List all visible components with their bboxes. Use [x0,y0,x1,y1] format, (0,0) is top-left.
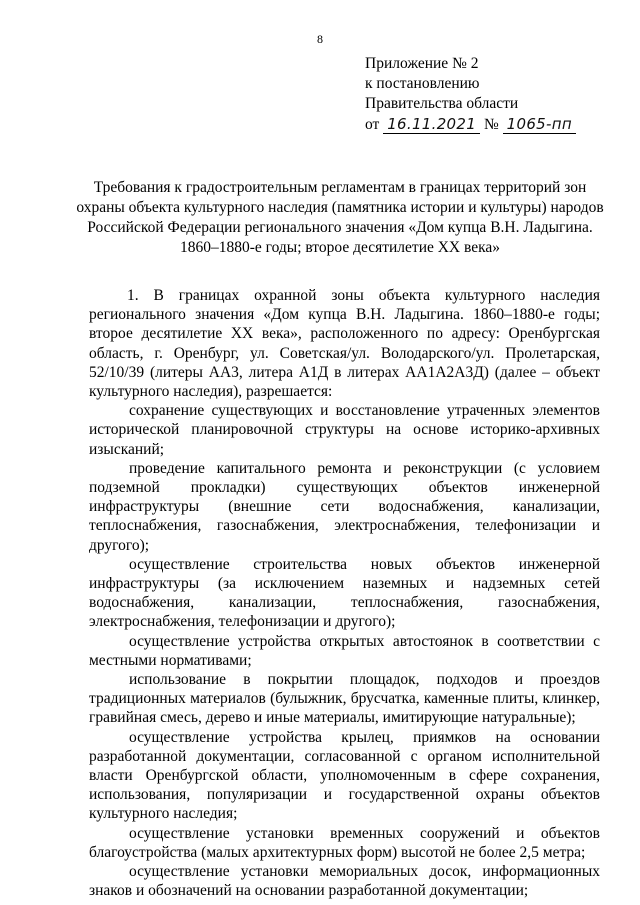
paragraph-7: осуществление устройства крылец, приямков на основании разработанной документации, согласованной с органом исполнительной власти Оренбургской области, уполномоченным в сфере сохранения, использования, популяризации и государственной охраны объектов культурного наследия; [89,728,600,823]
appendix-header [365,54,576,135]
handwritten-date: 16.11.2021 [383,115,480,134]
paragraph-4: осуществление строительства новых объектов инженерной инфраструктуры (за исключением наземных и надземных сетей водоснабжения, канализации, теплоснабжения, газоснабжения, электроснабжения, телефонизации и другого); [89,555,600,631]
page-number: 8 [317,32,323,46]
handwritten-number: 1065-пп [503,115,576,134]
appendix-line-2: к постановлению [365,75,480,92]
appendix-line-1: Приложение № 2 [365,55,479,72]
appendix-date-number-line [365,114,576,135]
paragraph-8: осуществление установки временных сооружений и объектов благоустройства (малых архитектурных форм) высотой не более 2,5 метра; [89,824,600,861]
number-label: № [483,116,499,133]
paragraph-5: осуществление устройства открытых автостоянок в соответствии с местными нормативами; [89,632,600,669]
paragraph-3: проведение капитального ремонта и реконструкции (с условием подземной прокладки) существующих объектов инженерной инфраструктуры (внешние сети водоснабжения, канализации, теплоснабжения, газоснабжения, электроснабжения, телефонизации и другого); [89,459,600,554]
document-title: Требования к градостроительным регламентам в границах территорий зон охраны объекта культурного наследия (памятника истории и культуры) народов Российской Федерации регионального значения «Дом купца В.Н. Ладыгина. 1860–1880-е годы; второе десятилетие XX века» [76,179,604,256]
paragraph-9: осуществление установки мемориальных досок, информационных знаков и обозначений на основании разработанной документации; [89,863,600,900]
paragraph-6: использование в покрытии площадок, подходов и проездов традиционных материалов (булыжник, брусчатка, каменные плиты, клинкер, гравийная смесь, дерево и иные материалы, имитирующие натуральные); [89,671,600,727]
appendix-line-3: Правительства области [365,95,519,112]
paragraph-1: 1. В границах охранной зоны объекта культурного наследия регионального значения «Дом купца В.Н. Ладыгина. 1860–1880-е годы; второе десятилетие XX века», расположенного по адресу: Оренбургская область, г. Оренбург, ул. Советская/ул. Володарского/ул. Пролетарская, 52/10/39 (литеры АА3, литера А1Д в литерах АА1А2А3Д) (далее – объект культурного наследия), разрешается: [89,287,600,401]
document-body [89,286,600,901]
from-label: от [365,116,380,133]
paragraph-2: сохранение существующих и восстановление утраченных элементов исторической планировочной структуры на основе историко-архивных изысканий; [89,402,600,458]
